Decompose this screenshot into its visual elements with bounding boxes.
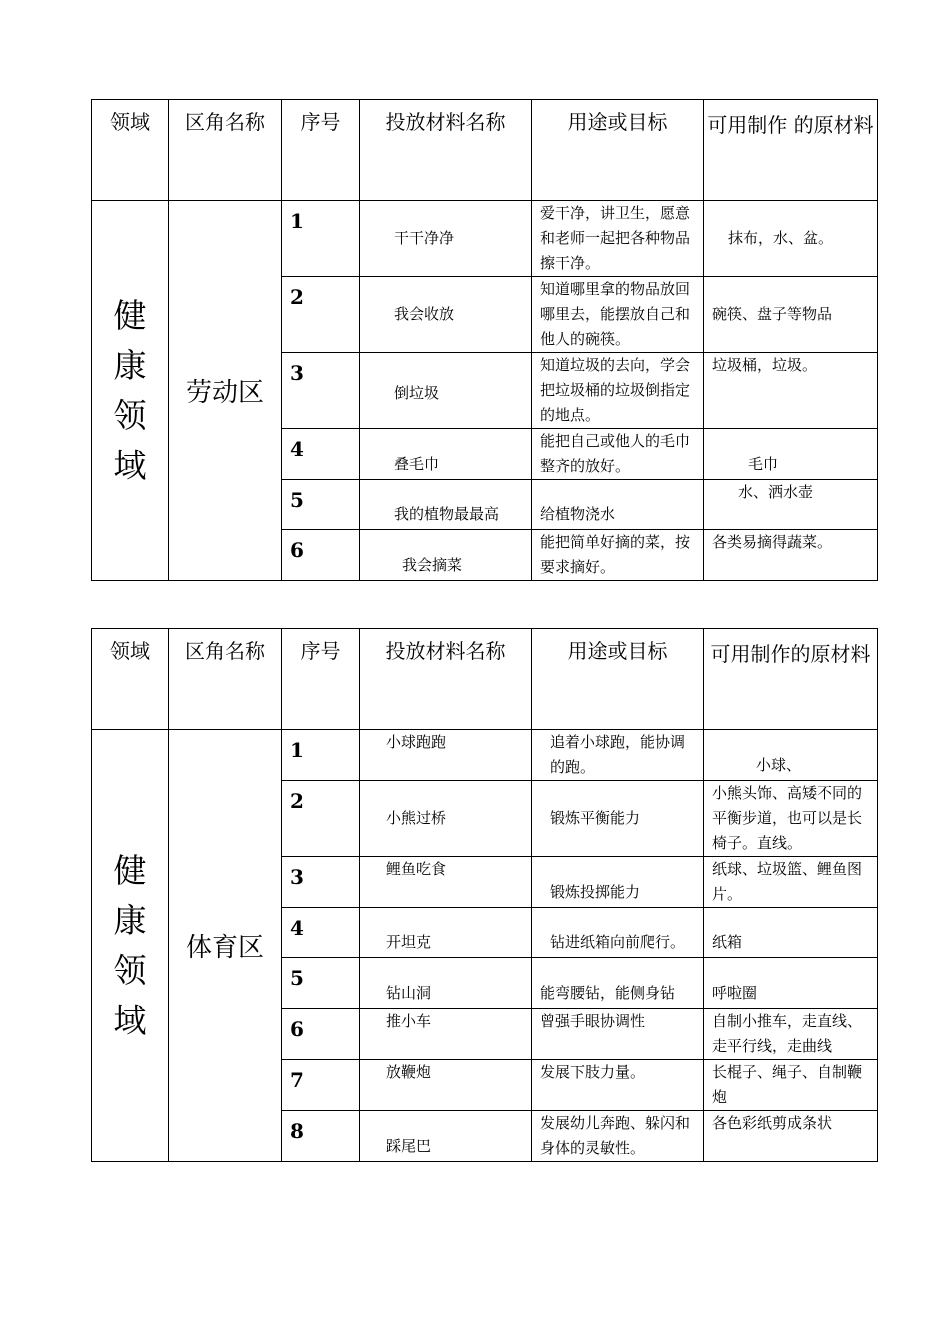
material-name: 踩尾巴 <box>360 1111 532 1162</box>
header-material-name: 投放材料名称 <box>360 629 532 730</box>
raw-materials: 呼啦圈 <box>704 958 878 1009</box>
row-number: 2 <box>282 781 360 857</box>
row-number: 4 <box>282 429 360 480</box>
goal-text: 锻炼投掷能力 <box>532 857 704 908</box>
material-name: 开坦克 <box>360 908 532 958</box>
row-number: 4 <box>282 908 360 958</box>
row-number: 3 <box>282 353 360 429</box>
raw-materials: 小球、 <box>704 730 878 781</box>
material-name: 我会摘菜 <box>360 530 532 581</box>
header-number: 序号 <box>282 629 360 730</box>
goal-text: 给植物浇水 <box>532 480 704 530</box>
material-name: 钻山洞 <box>360 958 532 1009</box>
material-name: 我会收放 <box>360 277 532 353</box>
domain-cell: 健 康 领 域 <box>92 201 169 581</box>
row-number: 6 <box>282 530 360 581</box>
table-row <box>92 730 878 781</box>
table-row <box>92 201 878 277</box>
raw-materials: 纸箱 <box>704 908 878 958</box>
goal-text: 锻炼平衡能力 <box>532 781 704 857</box>
raw-materials: 各类易摘得蔬菜。 <box>704 530 878 581</box>
header-raw-materials: 可用制作的原材料 <box>704 629 878 730</box>
header-domain: 领域 <box>92 100 169 201</box>
raw-materials: 抹布，水、盆。 <box>704 201 878 277</box>
header-raw-materials: 可用制作 的原材料 <box>704 100 878 201</box>
area-name-cell: 劳动区 <box>169 201 282 581</box>
header-goal: 用途或目标 <box>532 100 704 201</box>
material-name: 我的植物最最高 <box>360 480 532 530</box>
raw-materials: 长棍子、绳子、自制鞭炮 <box>704 1060 878 1111</box>
goal-text: 曾强手眼协调性 <box>532 1009 704 1060</box>
material-name: 放鞭炮 <box>360 1060 532 1111</box>
row-number: 1 <box>282 730 360 781</box>
sports-area-table <box>91 628 878 1162</box>
row-number: 5 <box>282 958 360 1009</box>
raw-materials: 自制小推车，走直线、走平行线，走曲线 <box>704 1009 878 1060</box>
material-name: 小熊过桥 <box>360 781 532 857</box>
raw-materials: 各色彩纸剪成条状 <box>704 1111 878 1162</box>
row-number: 1 <box>282 201 360 277</box>
goal-text: 钻进纸箱向前爬行。 <box>532 908 704 958</box>
goal-text: 追着小球跑，能协调的跑。 <box>532 730 704 781</box>
header-area-name: 区角名称 <box>169 100 282 201</box>
row-number: 2 <box>282 277 360 353</box>
raw-materials: 水、洒水壶 <box>704 480 878 530</box>
row-number: 6 <box>282 1009 360 1060</box>
raw-materials: 毛巾 <box>704 429 878 480</box>
raw-materials: 纸球、垃圾篮、鲤鱼图片。 <box>704 857 878 908</box>
material-name: 小球跑跑 <box>360 730 532 781</box>
row-number: 5 <box>282 480 360 530</box>
raw-materials: 垃圾桶，垃圾。 <box>704 353 878 429</box>
table-header-row <box>92 100 878 201</box>
goal-text: 知道垃圾的去向，学会把垃圾桶的垃圾倒指定的地点。 <box>532 353 704 429</box>
raw-materials: 小熊头饰、高矮不同的平衡步道，也可以是长椅子。直线。 <box>704 781 878 857</box>
row-number: 3 <box>282 857 360 908</box>
goal-text: 能弯腰钻，能侧身钻 <box>532 958 704 1009</box>
header-domain: 领域 <box>92 629 169 730</box>
labor-area-table <box>91 99 878 581</box>
goal-text: 发展下肢力量。 <box>532 1060 704 1111</box>
header-area-name: 区角名称 <box>169 629 282 730</box>
header-number: 序号 <box>282 100 360 201</box>
goal-text: 能把自己或他人的毛巾整齐的放好。 <box>532 429 704 480</box>
area-name-cell: 体育区 <box>169 730 282 1162</box>
header-material-name: 投放材料名称 <box>360 100 532 201</box>
material-name: 倒垃圾 <box>360 353 532 429</box>
goal-text: 知道哪里拿的物品放回哪里去，能摆放自己和他人的碗筷。 <box>532 277 704 353</box>
goal-text: 爱干净，讲卫生，愿意和老师一起把各种物品擦干净。 <box>532 201 704 277</box>
material-name: 推小车 <box>360 1009 532 1060</box>
goal-text: 发展幼儿奔跑、躲闪和身体的灵敏性。 <box>532 1111 704 1162</box>
material-name: 干干净净 <box>360 201 532 277</box>
table-header-row <box>92 629 878 730</box>
row-number: 7 <box>282 1060 360 1111</box>
raw-materials: 碗筷、盘子等物品 <box>704 277 878 353</box>
header-goal: 用途或目标 <box>532 629 704 730</box>
goal-text: 能把简单好摘的菜，按要求摘好。 <box>532 530 704 581</box>
domain-cell: 健 康 领 域 <box>92 730 169 1162</box>
material-name: 鲤鱼吃食 <box>360 857 532 908</box>
row-number: 8 <box>282 1111 360 1162</box>
material-name: 叠毛巾 <box>360 429 532 480</box>
